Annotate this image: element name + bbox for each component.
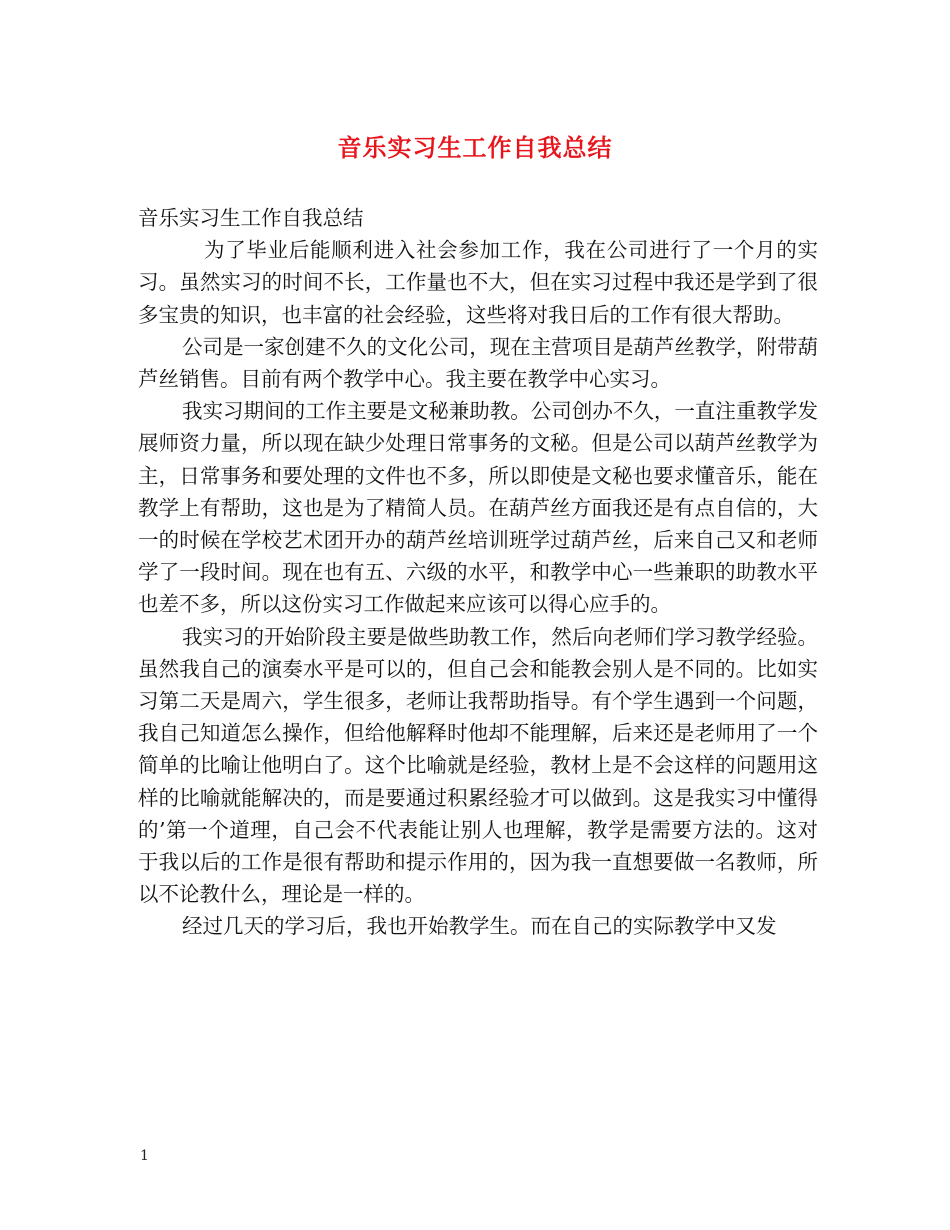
page-number: 1 bbox=[140, 1148, 149, 1164]
paragraph: 公司是一家创建不久的文化公司，现在主营项目是葫芦丝教学，附带葫芦丝销售。目前有两个教学中心。我主要在教学中心实习。 bbox=[138, 334, 818, 392]
paragraph: 我实习的开始阶段主要是做些助教工作，然后向老师们学习教学经验。虽然我自己的演奏水平是可以的，但自己会和能教会别人是不同的。比如实习第二天是周六，学生很多，老师让我帮助指导。有个学生遇到一个问题，我自己知道怎么操作，但给他解释时他却不能理解，后来还是老师用了一个简单的比喻让他明白了。这个比喻就是经验，教材上是不会这样的问题用这样的比喻就能解决的，而是要通过积累经验才可以做到。这是我实习中懂得的’第一个道理，自己会不代表能让别人也理解，教学是需要方法的。这对于我以后的工作是很有帮助和提示作用的，因为我一直想要做一名教师，所以不论教什么，理论是一样的。 bbox=[138, 624, 818, 907]
paragraph: 我实习期间的工作主要是文秘兼助教。公司创办不久，一直注重教学发展师资力量，所以现在缺少处理日常事务的文秘。但是公司以葫芦丝教学为主，日常事务和要处理的文件也不多，所以即使是文秘也要求懂音乐，能在教学上有帮助，这也是为了精简人员。在葫芦丝方面我还是有点自信的，大一的时候在学校艺术团开办的葫芦丝培训班学过葫芦丝，后来自己又和老师学了一段时间。现在也有五、六级的水平，和教学中心一些兼职的助教水平也差不多，所以这份实习工作做起来应该可以得心应手的。 bbox=[138, 399, 818, 617]
document-subtitle: 音乐实习生工作自我总结 bbox=[138, 206, 364, 230]
paragraph: 为了毕业后能顺利进入社会参加工作，我在公司进行了一个月的实习。虽然实习的时间不长，工作量也不大，但在实习过程中我还是学到了很多宝贵的知识，也丰富的社会经验，这些将对我日后的工作有很大帮助。 bbox=[138, 238, 818, 327]
document-title: 音乐实习生工作自我总结 bbox=[337, 133, 613, 162]
paragraph: 经过几天的学习后，我也开始教学生。而在自己的实际教学中又发 bbox=[182, 914, 777, 939]
document-body bbox=[138, 202, 818, 943]
